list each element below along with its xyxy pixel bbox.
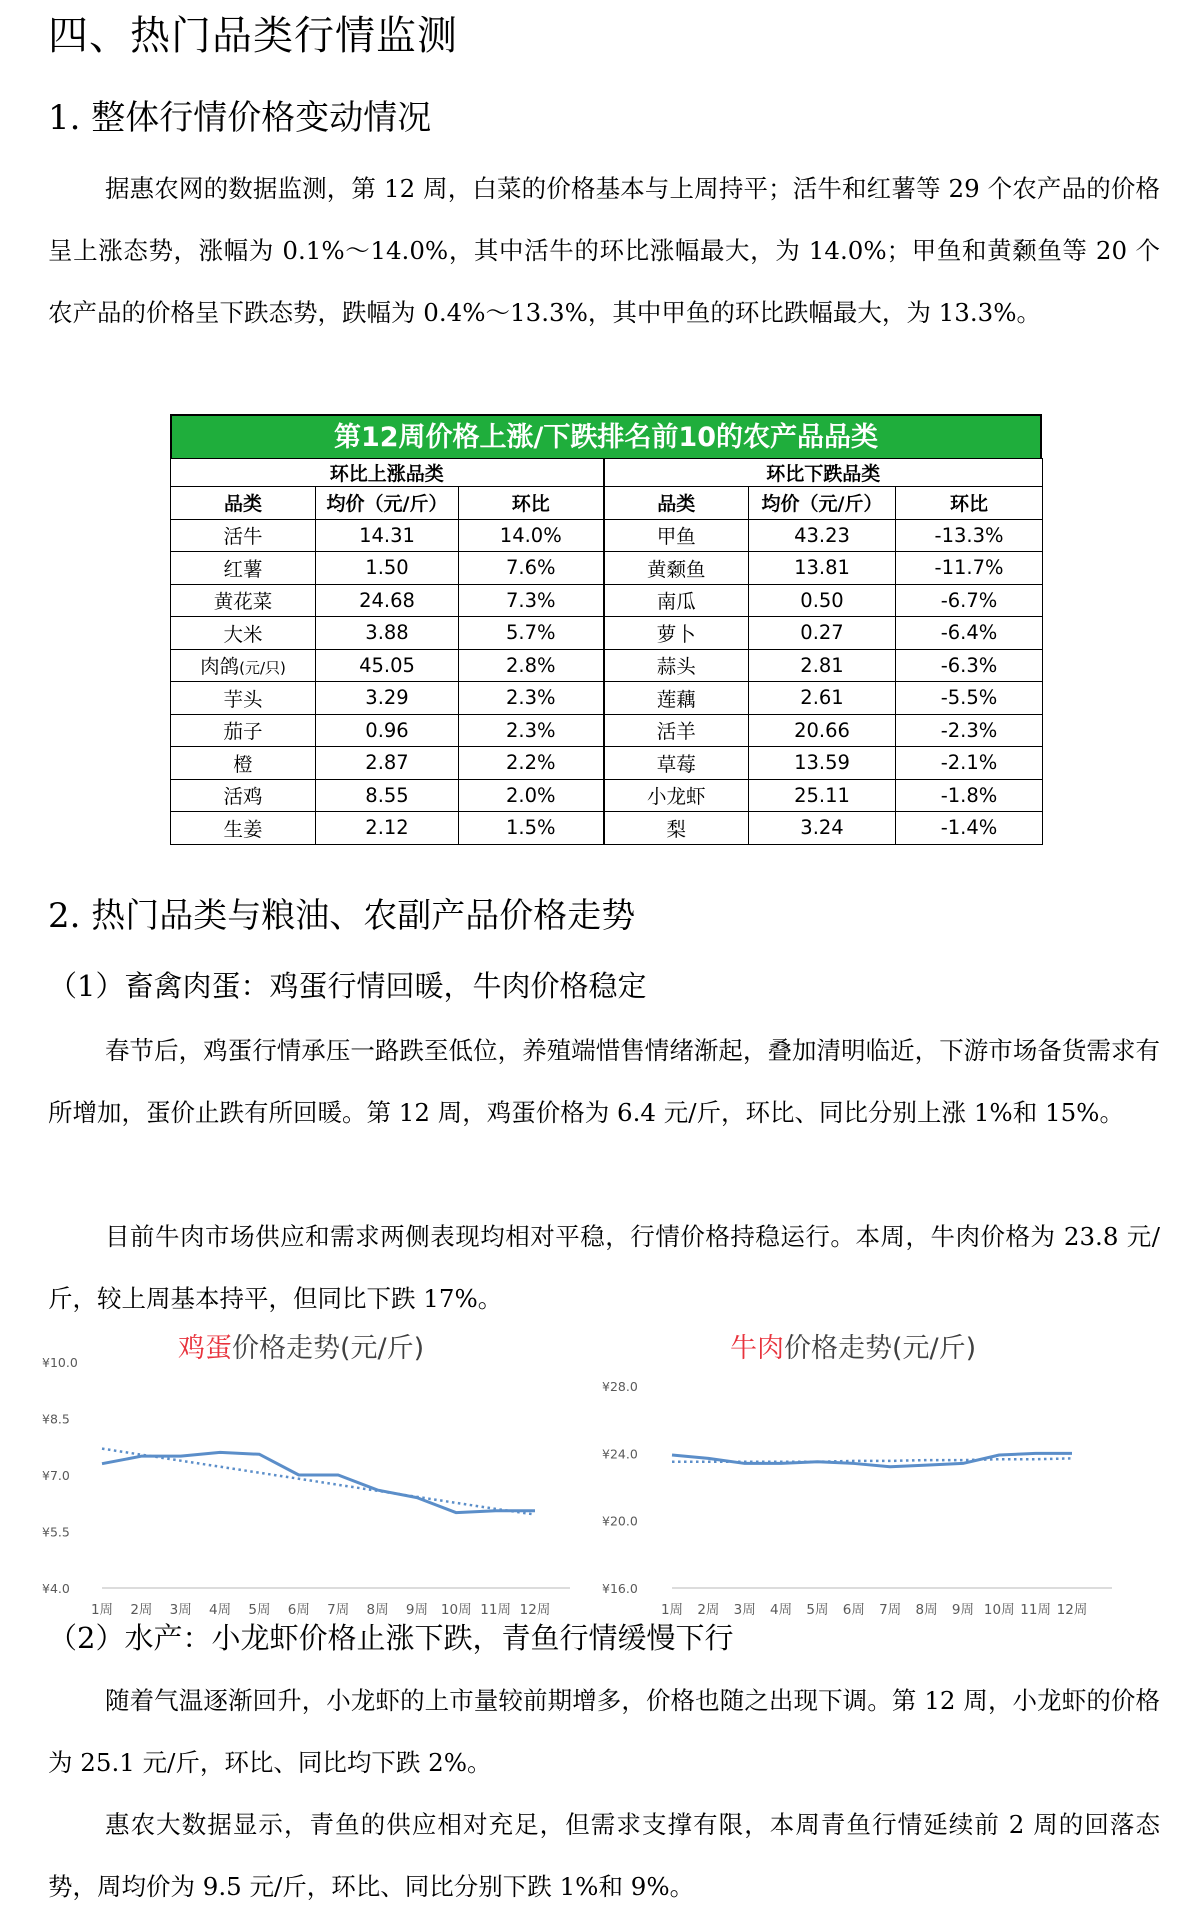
y-tick-label: ¥28.0 (602, 1379, 638, 1394)
cell-rise-change: 2.3% (459, 714, 604, 747)
cell-rise-change: 1.5% (459, 812, 604, 845)
col-header: 环比 (896, 487, 1043, 520)
cell-rise-change: 2.8% (459, 649, 604, 682)
x-tick-label: 6周 (842, 1602, 865, 1616)
cell-fall-name: 小龙虾 (604, 779, 749, 812)
cell-fall-change: -2.1% (896, 747, 1043, 780)
cell-fall-name: 甲鱼 (604, 519, 749, 552)
paragraph-eggs: 春节后，鸡蛋行情承压一路跌至低位，养殖端惜售情绪渐起，叠加清明临近，下游市场备货需求有所增加，蛋价止跌有所回暖。第 12 周，鸡蛋价格为 6.4 元/斤，环比、同比分别上涨 1%和 15%。 (48, 1036, 1160, 1127)
table-title: 第12周价格上涨/下跌排名前10的农产品品类 (170, 414, 1042, 458)
cell-fall-change: -6.7% (896, 584, 1043, 617)
table-row (171, 617, 1043, 650)
cell-rise-change: 2.2% (459, 747, 604, 780)
table-row (171, 747, 1043, 780)
cell-fall-price: 0.50 (749, 584, 896, 617)
section-title: 四、热门品类行情监测 (48, 13, 458, 59)
chart-title: 鸡蛋价格走势(元/斤) (178, 1333, 425, 1364)
cell-rise-name: 生姜 (171, 812, 316, 845)
cell-rise-price: 45.05 (316, 649, 459, 682)
cell-rise-price: 24.68 (316, 584, 459, 617)
col-header: 均价（元/斤） (316, 487, 459, 520)
cell-rise-change: 7.6% (459, 552, 604, 585)
cell-rise-price: 3.29 (316, 682, 459, 715)
cell-rise-name: 肉鸽(元/只) (171, 649, 316, 682)
cell-fall-price: 13.59 (749, 747, 896, 780)
trend-line (672, 1458, 1072, 1461)
cell-fall-name: 黄颡鱼 (604, 552, 749, 585)
x-tick-label: 11周 (480, 1602, 511, 1616)
table-row (171, 779, 1043, 812)
cell-rise-name: 黄花菜 (171, 584, 316, 617)
cell-rise-name: 红薯 (171, 552, 316, 585)
cell-fall-name: 蒜头 (604, 649, 749, 682)
cell-rise-price: 3.88 (316, 617, 459, 650)
x-tick-label: 12周 (519, 1602, 551, 1616)
cell-rise-name: 活牛 (171, 519, 316, 552)
cell-fall-price: 3.24 (749, 812, 896, 845)
x-tick-label: 1周 (90, 1602, 114, 1616)
cell-fall-price: 2.61 (749, 682, 896, 715)
y-tick-label: ¥4.0 (42, 1581, 70, 1596)
cell-fall-change: -1.4% (896, 812, 1043, 845)
x-tick-label: 6周 (287, 1602, 310, 1616)
subsection-title-aquatic: （2）水产：小龙虾价格止涨下跌，青鱼行情缓慢下行 (48, 1621, 734, 1655)
x-tick-label: 9周 (951, 1602, 974, 1616)
cell-fall-change: -5.5% (896, 682, 1043, 715)
x-tick-label: 10周 (440, 1602, 472, 1616)
price-line (102, 1452, 535, 1512)
cell-fall-change: -11.7% (896, 552, 1043, 585)
y-tick-label: ¥24.0 (602, 1446, 638, 1462)
cell-fall-price: 2.81 (749, 649, 896, 682)
cell-rise-name: 芋头 (171, 682, 316, 715)
cell-rise-name: 茄子 (171, 714, 316, 747)
col-header: 品类 (171, 487, 316, 520)
subsection-title-trends: 2. 热门品类与粮油、农副产品价格走势 (48, 896, 636, 936)
cell-fall-price: 13.81 (749, 552, 896, 585)
y-tick-label: ¥10.0 (42, 1355, 78, 1370)
paragraph-herring: 惠农大数据显示，青鱼的供应相对充足，但需求支撑有限，本周青鱼行情延续前 2 周的回落态势，周均价为 9.5 元/斤，环比、同比分别下跌 1%和 9%。 (48, 1810, 1160, 1901)
subsection-title-overall: 1. 整体行情价格变动情况 (48, 98, 432, 138)
cell-fall-price: 20.66 (749, 714, 896, 747)
egg-price-chart (40, 1326, 580, 1616)
cell-fall-name: 萝卜 (604, 617, 749, 650)
paragraph-overall: 据惠农网的数据监测，第 12 周，白菜的价格基本与上周持平；活牛和红薯等 29 个农产品的价格呈上涨态势，涨幅为 0.1%～14.0%，其中活牛的环比涨幅最大，为 14.0%；甲鱼和黄颡鱼等 20 个农产品的价格呈下跌态势，跌幅为 0.4%～13.3%，其中甲鱼的环比跌幅最大，为 13.3%。 (48, 174, 1160, 327)
y-tick-label: ¥7.0 (42, 1468, 70, 1483)
table-row (171, 649, 1043, 682)
cell-rise-name: 大米 (171, 617, 316, 650)
cell-fall-change: -13.3% (896, 519, 1043, 552)
rise-group-header: 环比上涨品类 (171, 459, 604, 487)
cell-rise-price: 1.50 (316, 552, 459, 585)
x-tick-label: 9周 (405, 1602, 428, 1616)
cell-rise-change: 14.0% (459, 519, 604, 552)
cell-rise-name: 橙 (171, 747, 316, 780)
cell-fall-price: 43.23 (749, 519, 896, 552)
x-tick-label: 4周 (770, 1602, 793, 1616)
ranking-table (170, 414, 1042, 845)
table-row (171, 552, 1043, 585)
cell-rise-price: 8.55 (316, 779, 459, 812)
cell-rise-price: 2.12 (316, 812, 459, 845)
beef-price-chart (600, 1326, 1120, 1616)
y-tick-label: ¥20.0 (602, 1513, 638, 1529)
y-tick-label: ¥5.5 (42, 1524, 70, 1540)
col-header: 环比 (459, 487, 604, 520)
cell-fall-change: -2.3% (896, 714, 1043, 747)
cell-rise-change: 5.7% (459, 617, 604, 650)
cell-rise-change: 2.0% (459, 779, 604, 812)
cell-rise-name: 活鸡 (171, 779, 316, 812)
y-tick-label: ¥16.0 (602, 1581, 638, 1596)
x-tick-label: 3周 (169, 1602, 192, 1616)
x-tick-label: 7周 (879, 1602, 902, 1616)
x-tick-label: 1周 (660, 1602, 684, 1616)
cell-rise-change: 2.3% (459, 682, 604, 715)
y-tick-label: ¥8.5 (42, 1411, 70, 1427)
x-tick-label: 12周 (1056, 1602, 1088, 1616)
table-row (171, 812, 1043, 845)
cell-fall-name: 活羊 (604, 714, 749, 747)
table-row (171, 714, 1043, 747)
cell-fall-price: 0.27 (749, 617, 896, 650)
table-row (171, 584, 1043, 617)
x-tick-label: 8周 (915, 1602, 938, 1616)
cell-fall-price: 25.11 (749, 779, 896, 812)
x-tick-label: 5周 (806, 1602, 829, 1616)
cell-rise-price: 0.96 (316, 714, 459, 747)
x-tick-label: 4周 (209, 1602, 232, 1616)
x-tick-label: 2周 (697, 1602, 720, 1616)
x-tick-label: 8周 (366, 1602, 389, 1616)
table-row (171, 519, 1043, 552)
cell-fall-name: 南瓜 (604, 584, 749, 617)
paragraph-crayfish: 随着气温逐渐回升，小龙虾的上市量较前期增多，价格也随之出现下调。第 12 周，小龙虾的价格为 25.1 元/斤，环比、同比均下跌 2%。 (48, 1686, 1160, 1777)
cell-rise-price: 2.87 (316, 747, 459, 780)
chart-title: 牛肉价格走势(元/斤) (730, 1333, 977, 1364)
cell-rise-change: 7.3% (459, 584, 604, 617)
x-tick-label: 2周 (130, 1602, 153, 1616)
x-tick-label: 11周 (1020, 1602, 1051, 1616)
cell-fall-name: 梨 (604, 812, 749, 845)
x-tick-label: 5周 (248, 1602, 271, 1616)
trend-line (102, 1449, 535, 1515)
x-tick-label: 7周 (327, 1602, 350, 1616)
col-header: 均价（元/斤） (749, 487, 896, 520)
cell-fall-change: -6.3% (896, 649, 1043, 682)
col-header: 品类 (604, 487, 749, 520)
cell-fall-change: -1.8% (896, 779, 1043, 812)
subsection-title-livestock: （1）畜禽肉蛋：鸡蛋行情回暖，牛肉价格稳定 (48, 969, 647, 1003)
x-tick-label: 3周 (733, 1602, 756, 1616)
table-row (171, 682, 1043, 715)
cell-fall-change: -6.4% (896, 617, 1043, 650)
cell-fall-name: 草莓 (604, 747, 749, 780)
cell-rise-price: 14.31 (316, 519, 459, 552)
x-tick-label: 10周 (983, 1602, 1015, 1616)
cell-fall-name: 莲藕 (604, 682, 749, 715)
fall-group-header: 环比下跌品类 (604, 459, 1043, 487)
paragraph-beef: 目前牛肉市场供应和需求两侧表现均相对平稳，行情价格持稳运行。本周，牛肉价格为 23.8 元/斤，较上周基本持平，但同比下跌 17%。 (48, 1222, 1160, 1313)
